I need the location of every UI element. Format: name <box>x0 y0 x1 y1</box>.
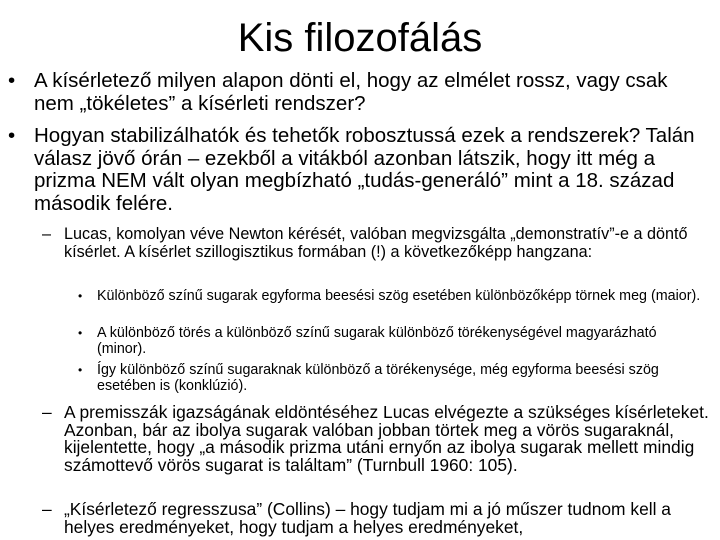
bullet-text: A kísérletező milyen alapon dönti el, hogy az elmélet rossz, vagy csak nem „tökéletes” a kísérleti rendszer? <box>34 69 668 115</box>
syllogism-marker: • <box>78 289 83 303</box>
sub-bullet-marker: – <box>42 402 52 422</box>
sub-bullet-text: Lucas, komolyan véve Newton kérését, valóban megvizsgálta „demonstratív”-e a döntő kísérlet. A kísérlet szillogisztikus formában (!) a következőképp hangzana: <box>64 225 688 261</box>
syllogism-text: Így különböző színű sugaraknak különböző a törékenysége, még egyforma beesési szög esetében is (konklúzió). <box>97 362 659 394</box>
syllogism-item <box>78 325 708 357</box>
syllogism-item <box>78 288 708 304</box>
syllogism-marker: • <box>78 363 83 377</box>
syllogism-item <box>78 362 708 394</box>
bullet-item <box>8 70 708 115</box>
sub-bullet-text: „Kísérletező regresszusa” (Collins) – hogy tudjam mi a jó műszer tudnom kell a helyes eredményeket, hogy tudjam a helyes eredményeket, <box>64 499 671 537</box>
sub-bullet-marker: – <box>42 225 52 243</box>
sub-bullet-item <box>42 404 714 474</box>
slide-title: Kis filozofálás <box>237 16 483 60</box>
bullet-text: Hogyan stabilizálhatók és tehetők robosztussá ezek a rendszerek? Talán válasz jövő órán – ezekből a vitákból azonban látszik, hogy itt még a prizma NEM vált olyan megbízható „tudás-generáló” mint a 18. század második felére. <box>34 124 695 215</box>
bullet-marker: • <box>8 124 16 147</box>
syllogism-marker: • <box>78 326 83 340</box>
syllogism-text: A különböző törés a különböző színű sugarak különböző törékenységével magyarázható (minor). <box>97 325 657 357</box>
sub-bullet-item <box>42 501 714 536</box>
bullet-item <box>8 125 708 215</box>
syllogism-text: Különböző színű sugarak egyforma beesési szög esetében különbözőképp törnek meg (maior). <box>97 288 701 304</box>
sub-bullet-text: A premisszák igazságának eldöntéséhez Lucas elvégezte a szükséges kísérleteket. Azonban, bár az ibolya sugarak valóban jobban törtek meg a vörös sugaraknál, kijelentette, hogy „a második prizma utáni ernyőn az ibolya sugarak mellett mindig számottevő vörös sugarat is találtam” (Turnbull 1960: 105). <box>64 402 709 475</box>
bullet-marker: • <box>8 69 16 92</box>
sub-bullet-marker: – <box>42 499 52 519</box>
sub-bullet-item <box>42 226 714 261</box>
